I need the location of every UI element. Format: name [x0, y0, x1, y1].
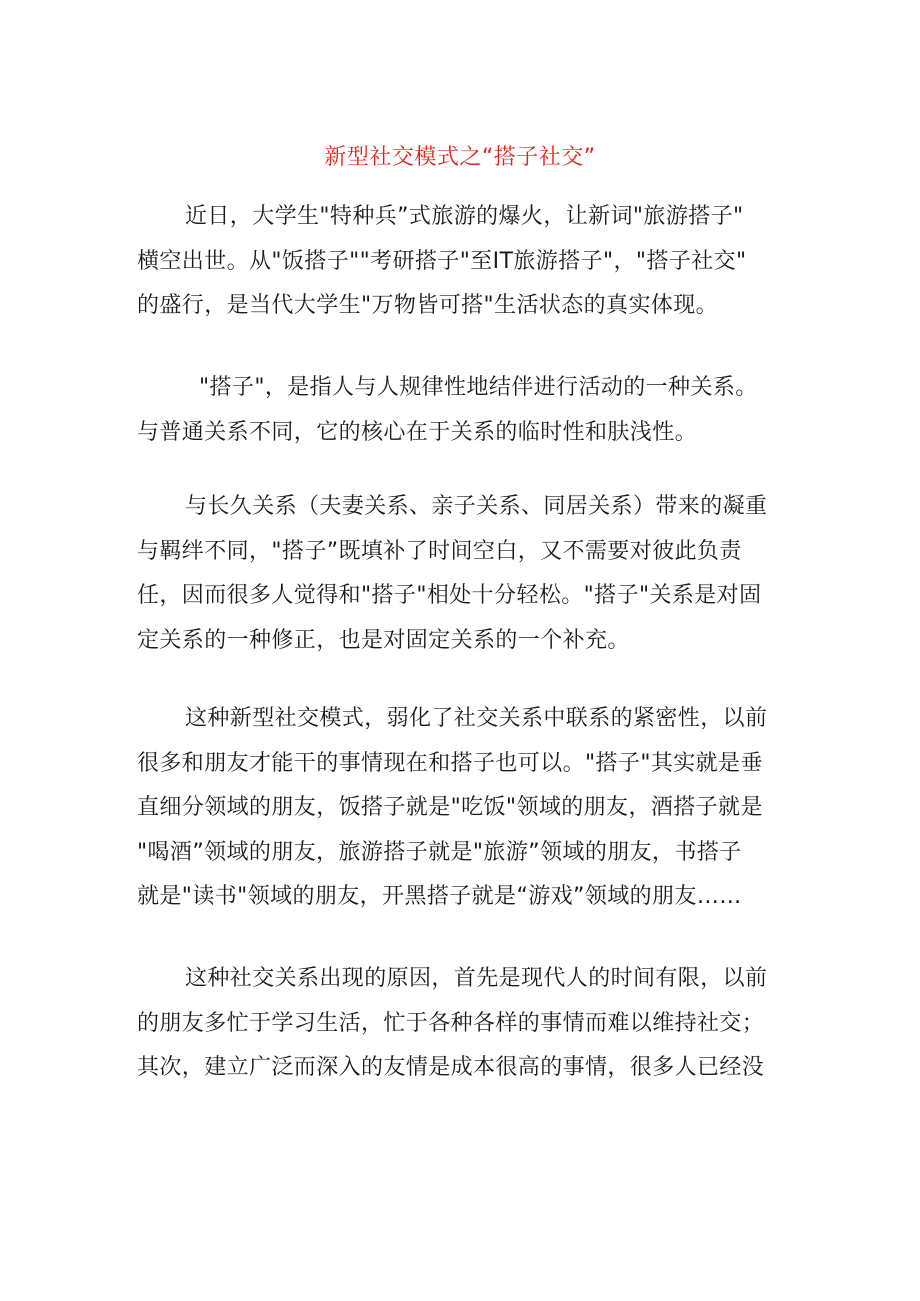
text-line: "搭子"，是指人与人规律性地结伴进行活动的一种关系。: [199, 375, 758, 400]
paragraph-2: [137, 366, 787, 455]
text-line: 直细分领域的朋友，饭搭子就是"吃饭"领域的朋友，酒搭子就是: [137, 795, 763, 820]
text-line: 与羁绊不同，"搭子”既填补了时间空白，又不需要对彼此负责: [137, 538, 742, 564]
paragraph-1: [137, 195, 787, 329]
text-line: 这种社交关系出现的原因，首先是现代人的时间有限，以前: [185, 966, 768, 991]
text-line: 其次，建立广泛而深入的友情是成本很高的事情，很多人已经没: [137, 1055, 765, 1080]
text-line: 与长久关系（夫妻关系、亲子关系、同居关系）带来的凝重: [185, 494, 768, 519]
text-line: 横空出世。从"饭搭子""考研搭子"至IT旅游搭子"，"搭子社交": [137, 248, 747, 274]
text-line: 定关系的一种修正，也是对固定关系的一个补充。: [137, 627, 630, 653]
paragraph-5: [137, 957, 787, 1091]
paragraph-3: [137, 485, 787, 663]
document-title: 新型社交模式之“搭子社交”: [324, 145, 596, 170]
text-line: 近日，大学生"特种兵”式旅游的爆火，让新词"旅游搭子": [185, 204, 744, 229]
text-line: 与普通关系不同，它的核心在于关系的临时性和肤浅性。: [137, 419, 698, 445]
text-line: 任，因而很多人觉得和"搭子"相处十分轻松。"搭子"关系是对固: [137, 583, 762, 608]
text-line: 就是"读书"领域的朋友，开黑搭子就是“游戏”领域的朋友……: [137, 884, 742, 909]
text-line: 这种新型社交模式，弱化了社交关系中联系的紧密性，以前: [185, 706, 768, 731]
paragraph-4: [137, 697, 787, 920]
text-line: 的朋友多忙于学习生活，忙于各种各样的事情而难以维持社交；: [137, 1010, 765, 1036]
text-line: 的盛行，是当代大学生"万物皆可搭"生活状态的真实体现。: [137, 293, 719, 318]
text-line: 很多和朋友才能干的事情现在和搭子也可以。"搭子"其实就是垂: [137, 750, 763, 776]
text-line: "喝酒”领域的朋友，旅游搭子就是"旅游”领域的朋友，书搭子: [137, 839, 742, 865]
